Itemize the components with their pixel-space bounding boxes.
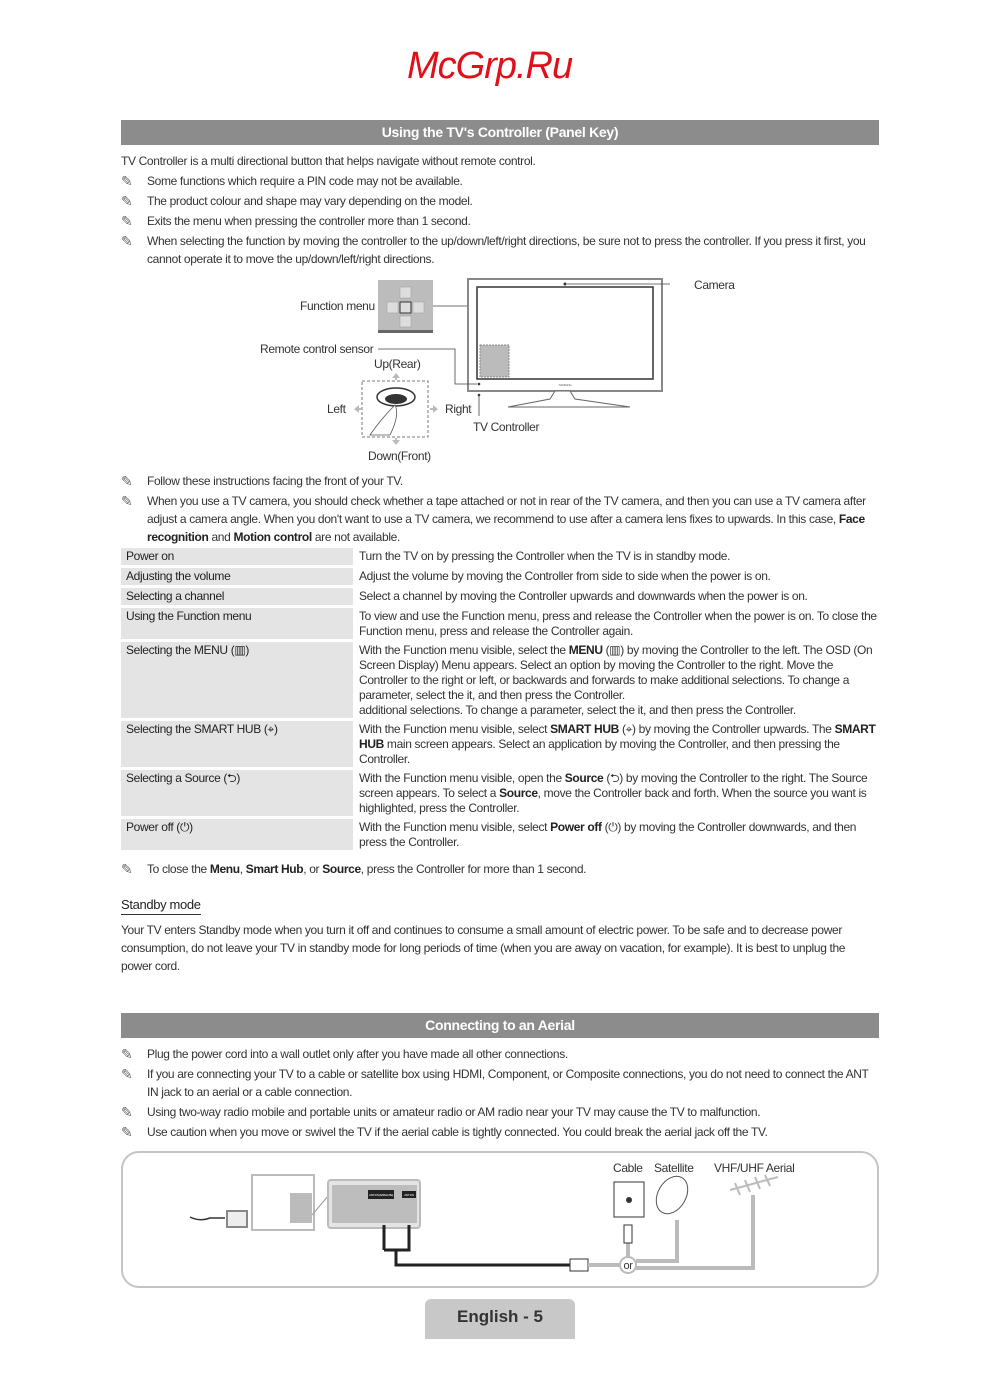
bold-term: Power off <box>550 820 602 834</box>
value-text: With the Function menu visible, select <box>359 722 551 736</box>
section-header-panel-key: Using the TV's Controller (Panel Key) <box>121 120 879 145</box>
bold-term: Smart Hub <box>245 862 304 876</box>
note-text: and <box>208 530 234 544</box>
aerial-label: VHF/UHF Aerial <box>714 1161 795 1175</box>
table-row <box>121 548 879 565</box>
note-text: Exits the menu when pressing the controller more than 1 second. <box>147 214 471 228</box>
note <box>121 1103 879 1121</box>
bold-term: SMART HUB <box>359 722 876 751</box>
bold-term: Motion control <box>233 530 312 544</box>
note <box>121 232 879 268</box>
table-value <box>359 819 879 850</box>
note-text: Use caution when you move or swivel the TV if the aerial cable is tightly connected. You could break the aerial jack off the TV. <box>147 1125 768 1139</box>
standby-text: Your TV enters Standby mode when you turn it off and continues to consume a small amount of electric power. To be safe and to decrease power consumption, do not leave your TV in standby mode for long periods of time (when you are away on vacation, for example). It is best to unplug the power cord. <box>121 923 846 973</box>
note <box>121 192 879 210</box>
note-pencil-icon: ✎ <box>121 173 133 189</box>
intro-text: TV Controller is a multi directional button that helps navigate without remote control. <box>121 154 536 168</box>
up-label: Up(Rear) <box>374 357 421 371</box>
table-key: Selecting a Source (⮌) <box>121 770 353 816</box>
table-value: Adjust the volume by moving the Controller from side to side when the power is on. <box>359 569 771 583</box>
right-arrow-icon <box>430 405 438 413</box>
note-text: Follow these instructions facing the front of your TV. <box>147 474 403 488</box>
value-text: additional selections. To change a parameter, select the it, and then press the Controller. <box>359 703 796 717</box>
ant2-port-label: ANT 2 IN (SATELLITE) <box>369 1193 393 1197</box>
note-text: When selecting the function by moving the controller to the up/down/left/right directions, be sure not to press the controller. If you press it first, you cannot operate it to move the up/down/left/right directions. <box>147 234 866 266</box>
left-arrow-icon <box>354 405 362 413</box>
note-pencil-icon: ✎ <box>121 1124 133 1140</box>
standby-heading: Standby mode <box>121 896 201 915</box>
note-text: The product colour and shape may vary depending on the model. <box>147 194 473 208</box>
note-text: Some functions which require a PIN code may not be available. <box>147 174 463 188</box>
ant1-port-label: ANT 1 IN <box>404 1193 414 1197</box>
value-text: , move the Controller back and forth. When the source you want is highlighted, press the Controller. <box>359 786 867 815</box>
remote-sensor-label: Remote control sensor <box>260 342 374 356</box>
note-text: Plug the power cord into a wall outlet only after you have made all other connections. <box>147 1047 568 1061</box>
note <box>121 1045 879 1063</box>
table-key: Selecting the MENU (▥) <box>121 642 353 718</box>
value-text: (⮌) by moving the Controller to the right. The Source screen appears. To select a <box>359 771 868 800</box>
tv-controller-label: TV Controller <box>473 420 540 434</box>
note-text: Using two-way radio mobile and portable units or amateur radio or AM radio near your TV may cause the TV to malfunction. <box>147 1105 761 1119</box>
note-text: , <box>239 862 246 876</box>
table-key: Using the Function menu <box>121 608 353 639</box>
note-pencil-icon: ✎ <box>121 193 133 209</box>
camera-label: Camera <box>694 278 735 292</box>
note <box>121 172 879 190</box>
note <box>121 1123 879 1141</box>
note-pencil-icon: ✎ <box>121 1104 133 1120</box>
table-key: Adjusting the volume <box>121 568 353 585</box>
note <box>121 212 879 230</box>
table-key: Selecting the SMART HUB (⌖) <box>121 721 353 767</box>
note-text: To close the <box>147 862 210 876</box>
table-row <box>121 608 879 639</box>
value-text: With the Function menu visible, select the <box>359 643 569 657</box>
controller-functions-section <box>121 548 879 975</box>
up-arrow-icon <box>392 373 400 380</box>
table-value <box>359 642 879 718</box>
note-text: When you use a TV camera, you should check whether a tape attached or not in rear of the TV camera, and then you can use a TV camera after adjust a camera angle. When you don't want to use a TV camera, we recommend to use after a camera lens fixes to upwards. In this case, <box>147 494 866 526</box>
value-text: With the Function menu visible, open the <box>359 771 565 785</box>
table-value <box>359 721 879 767</box>
note-text: are not available. <box>311 530 400 544</box>
bold-term: MENU <box>568 643 603 657</box>
down-arrow-icon <box>392 438 400 445</box>
value-text: (⌖) by moving the Controller upwards. The <box>618 722 835 736</box>
bold-term: Menu <box>209 862 240 876</box>
section-header-aerial: Connecting to an Aerial <box>121 1013 879 1038</box>
table-row <box>121 642 879 718</box>
note-text: If you are connecting your TV to a cable or satellite box using HDMI, Component, or Composite connections, you do not need to connect the ANT IN jack to an aerial or a cable connection. <box>147 1067 869 1099</box>
table-row <box>121 721 879 767</box>
note-pencil-icon: ✎ <box>121 473 133 489</box>
table-row <box>121 770 879 816</box>
note-pencil-icon: ✎ <box>121 213 133 229</box>
note <box>121 1065 879 1101</box>
note-pencil-icon: ✎ <box>121 861 133 877</box>
bold-term: Face recognition <box>147 512 865 544</box>
bold-term: Source <box>322 862 361 876</box>
value-text: (▥) by moving the Controller to the left. The OSD (On Screen Display) Menu appears. Select an option by moving the Controller to the right. Move the Controller to the right or left, or backwards and forwards to make additional selections. To change a parameter, select the it, and then press the Controller. <box>359 643 873 702</box>
table-value: Select a channel by moving the Controller upwards and downwards when the power is on. <box>359 589 808 603</box>
note <box>121 860 879 878</box>
bold-term: Source <box>499 786 538 800</box>
watermark: McGrp.Ru <box>407 45 573 87</box>
value-text: main screen appears. Select an application by moving the Controller, and then pressing the Controller. <box>359 737 840 766</box>
note-pencil-icon: ✎ <box>121 1066 133 1082</box>
aerial-connection-diagram <box>180 1155 800 1285</box>
note-text: , press the Controller for more than 1 second. <box>360 862 587 876</box>
table-key: Selecting a channel <box>121 588 353 605</box>
brand-logo: SAMSUNG <box>558 383 572 387</box>
page-number-footer: English - 5 <box>425 1299 575 1339</box>
note-text: , or <box>303 862 323 876</box>
table-value <box>359 770 879 816</box>
table-row <box>121 588 879 605</box>
note-pencil-icon: ✎ <box>121 233 133 249</box>
bold-term: Source <box>564 771 604 785</box>
down-label: Down(Front) <box>368 449 431 463</box>
note <box>121 492 879 546</box>
right-label: Right <box>445 402 472 416</box>
table-key: Power off (⏻) <box>121 819 353 850</box>
note-pencil-icon: ✎ <box>121 1046 133 1062</box>
power-outlet <box>227 1211 247 1227</box>
table-value: Turn the TV on by pressing the Controller when the TV is in standby mode. <box>359 549 731 563</box>
table-row <box>121 819 879 850</box>
note <box>121 472 879 490</box>
table-key: Power on <box>121 548 353 565</box>
table-value: To view and use the Function menu, press and release the Controller when the power is on. To close the Function menu, press and release the Controller again. <box>359 609 877 638</box>
value-text: With the Function menu visible, select <box>359 820 551 834</box>
left-label: Left <box>327 402 346 416</box>
note-pencil-icon: ✎ <box>121 493 133 509</box>
satellite-label: Satellite <box>654 1161 694 1175</box>
or-label: or <box>623 1260 633 1272</box>
function-menu-label: Function menu <box>300 299 375 313</box>
bold-term: SMART HUB <box>550 722 619 736</box>
value-text: (⏻) by moving the Controller downwards, and then press the Controller. <box>359 820 857 849</box>
table-row <box>121 568 879 585</box>
cable-label: Cable <box>613 1161 643 1175</box>
